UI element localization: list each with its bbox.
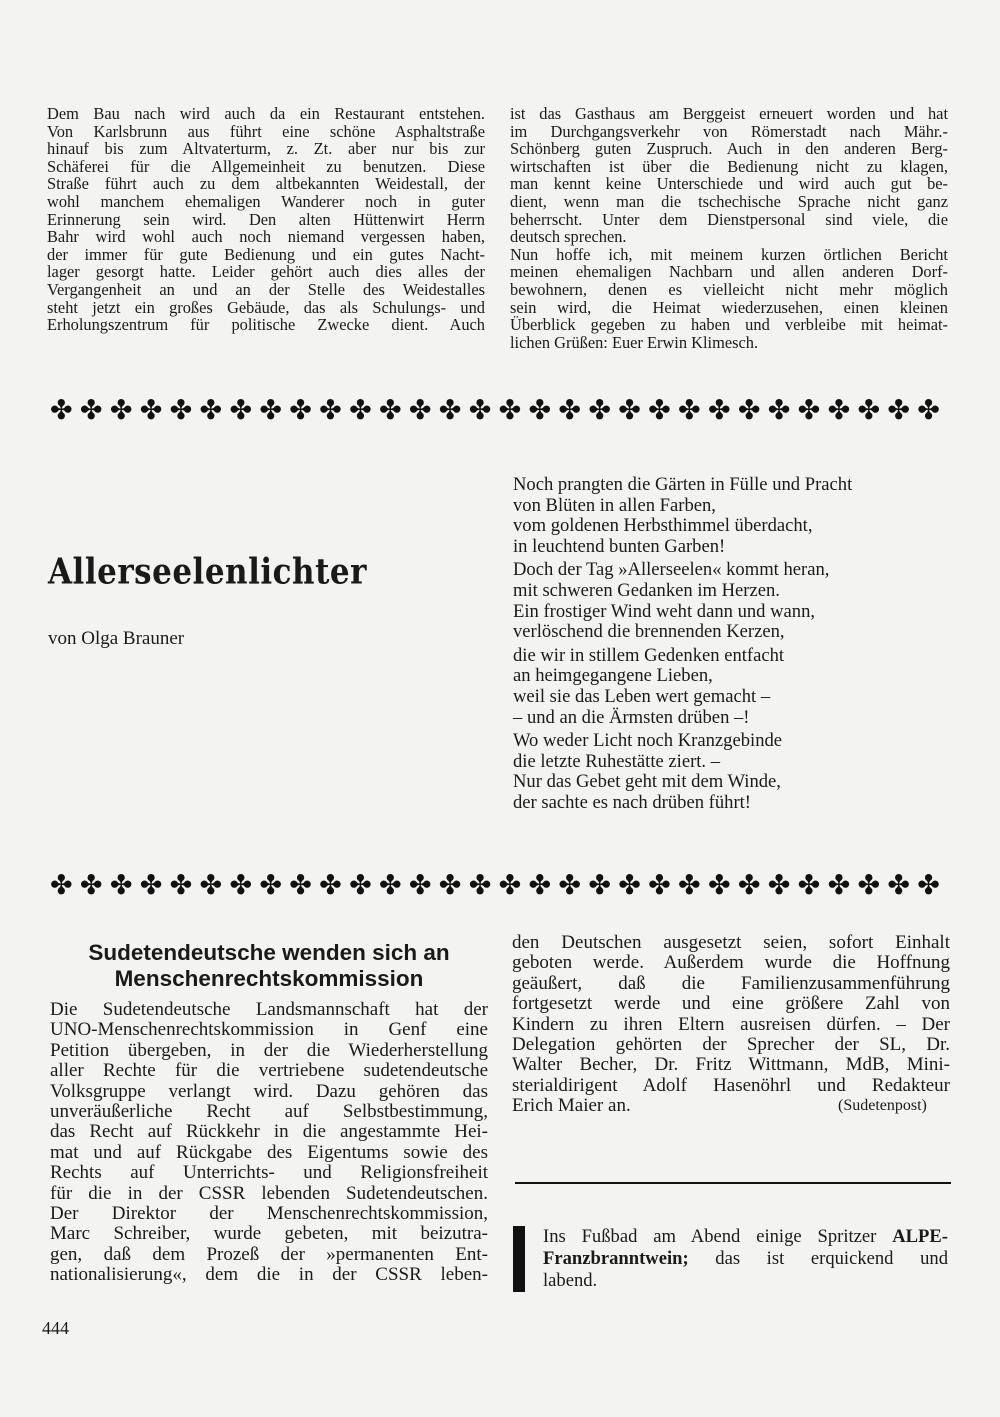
text-line: sein wird, die Heimat wiederzusehen, einen kleinen <box>510 297 948 317</box>
ornament-icon: ✤ <box>139 395 163 426</box>
ornament-icon: ✤ <box>169 395 193 426</box>
article2-right-column <box>512 933 950 1117</box>
text-line: Straße führt auch zu dem altbekannten Weidestall, der <box>47 174 485 194</box>
text-line: Schönberg guten Zuspruch. Auch in den anderen Berg- <box>510 139 948 159</box>
text-line: UNO-Menschenrechtskommission in Genf eine <box>50 1019 488 1041</box>
text-line: hinauf bis zum Altvaterturm, z. Zt. aber nur bis zur <box>47 139 485 159</box>
text-line: lichen Grüßen: Euer Erwin Klimesch. <box>510 332 759 352</box>
text-line: fortgesetzt werde und eine größere Zahl von <box>512 993 950 1015</box>
ornament-icon: ✤ <box>229 395 253 426</box>
text-line: man kennt keine Unterschiede und wird auch gut be- <box>510 174 948 194</box>
ornament-icon: ✤ <box>408 870 432 901</box>
horizontal-rule <box>515 1182 951 1184</box>
ornament-icon: ✤ <box>109 395 133 426</box>
poem-line: Doch der Tag »Allerseelen« kommt heran, <box>513 559 830 581</box>
ornament-icon: ✤ <box>827 395 851 426</box>
ornament-icon: ✤ <box>887 870 910 901</box>
ornament-icon: ✤ <box>349 395 372 426</box>
ornament-icon: ✤ <box>349 870 372 901</box>
poem-line: von Blüten in allen Farben, <box>513 494 716 516</box>
ornament-icon: ✤ <box>199 870 223 901</box>
ornament-icon: ✤ <box>648 870 671 901</box>
poem-author: von Olga Brauner <box>48 628 185 649</box>
ornament-icon: ✤ <box>917 870 940 901</box>
ornament-icon: ✤ <box>737 395 761 426</box>
poem-line: die letzte Ruhestätte ziert. – <box>513 750 721 772</box>
text-line: Kindern zu ihren Eltern ausreisen dürfen. – Der <box>512 1013 950 1035</box>
ornament-icon: ✤ <box>229 870 253 901</box>
text-line: Rechts auf Unterrichts- und Religionsfreiheit <box>50 1162 488 1184</box>
ornament-icon: ✤ <box>857 395 881 426</box>
text-line: Delegation gehörten der Sprecher der SL, Dr. <box>512 1033 950 1055</box>
ornament-icon: ✤ <box>558 870 582 901</box>
text-line: den Deutschen ausgesetzt seien, sofort Einhalt <box>512 932 950 953</box>
poem-line: der sachte es nach drüben führt! <box>513 791 751 813</box>
text-line: Walter Becher, Dr. Fritz Wittmann, MdB, Mini- <box>512 1054 950 1076</box>
ornament-icon: ✤ <box>468 870 492 901</box>
text-line: geäußert, daß die Familienzusammenführung <box>512 972 950 994</box>
ornament-icon: ✤ <box>857 870 881 901</box>
ornament-icon: ✤ <box>378 870 402 901</box>
poem-line: vom goldenen Herbsthimmel überdacht, <box>513 515 813 537</box>
ad-marker-bar <box>513 1226 525 1292</box>
ornament-icon: ✤ <box>648 395 671 426</box>
text-line: für die in der CSSR lebenden Sudetendeutschen. <box>50 1182 488 1204</box>
text-line: wirtschaften ist über die Bedienung nicht zu klagen, <box>510 156 948 176</box>
ornament-icon: ✤ <box>707 395 731 426</box>
ornament-icon: ✤ <box>498 395 522 426</box>
text-line: Erich Maier an. <box>512 1095 631 1117</box>
ornament-icon: ✤ <box>528 870 552 901</box>
page-number: 444 <box>42 1318 69 1338</box>
article1-right-column <box>510 105 948 351</box>
ornament-icon: ✤ <box>797 870 821 901</box>
ornament-icon: ✤ <box>169 870 193 901</box>
ornament-icon: ✤ <box>618 870 641 901</box>
text-line: gen, daß dem Prozeß der »permanenten Ent- <box>50 1243 488 1265</box>
ornament-icon: ✤ <box>678 870 701 901</box>
text-line: bewohnern, denen es vielleicht nicht mehr möglich <box>510 279 948 299</box>
ornament-icon: ✤ <box>79 395 103 426</box>
text-line: ist das Gasthaus am Berggeist erneuert worden und hat <box>510 104 948 123</box>
text-line: im Durchgangsverkehr von Römerstadt nach Mähr.- <box>510 121 948 141</box>
ornament-icon: ✤ <box>767 870 791 901</box>
ornament-icon: ✤ <box>79 870 103 901</box>
text-line: Schäferei für die Allgemeinheit zu benutzen. Diese <box>47 156 485 176</box>
ornament-icon: ✤ <box>319 395 342 426</box>
ornament-icon: ✤ <box>588 870 611 901</box>
poem-line: Noch prangten die Gärten in Fülle und Pracht <box>513 474 853 495</box>
text-line: der immer für gute Bedienung und ein gutes Nacht- <box>47 244 485 264</box>
ornament-icon: ✤ <box>438 870 462 901</box>
ornament-icon: ✤ <box>408 395 432 426</box>
text-line: Von Karlsbrunn aus führt eine schöne Asphaltstraße <box>47 121 485 141</box>
poem-line: in leuchtend bunten Garben! <box>513 535 726 557</box>
text-line: wohl manchem ehemaligen Wanderer noch in guter <box>47 191 485 211</box>
advertisement <box>543 1226 948 1291</box>
article2-headline <box>50 940 488 992</box>
poem-line: an heimgegangene Lieben, <box>513 665 713 687</box>
ornament-icon: ✤ <box>289 395 312 426</box>
ornament-icon: ✤ <box>438 395 462 426</box>
ornament-icon: ✤ <box>707 870 731 901</box>
poem-text <box>513 475 951 814</box>
text-line: Die Sudetendeutsche Landsmannschaft hat der <box>50 999 488 1020</box>
poem-line: Ein frostiger Wind weht dann und wann, <box>513 600 816 622</box>
ornament-icon: ✤ <box>199 395 223 426</box>
ornament-icon: ✤ <box>139 870 163 901</box>
text-line: Überblick gegeben zu haben und verbleibe mit heimat- <box>510 315 948 335</box>
poem-line: verlöschend die brennenden Kerzen, <box>513 621 785 643</box>
ornament-icon: ✤ <box>827 870 851 901</box>
text-line: mat und auf Rückgabe des Eigentums sowie des <box>50 1141 488 1163</box>
poem-line: mit schweren Gedanken im Herzen. <box>513 579 780 601</box>
text-line: sterialdirigent Adolf Hasenöhrl und Redakteur <box>512 1074 950 1096</box>
ornament-icon: ✤ <box>558 395 582 426</box>
text-line: Nun hoffe ich, mit meinem kurzen örtlichen Bericht <box>510 244 948 264</box>
article1-left-column <box>47 105 485 334</box>
text-line: lager gesorgt hatte. Leider gehört auch dies alles der <box>47 262 485 282</box>
text-line: unveräußerliche Recht auf Selbstbestimmung, <box>50 1100 488 1122</box>
article2-left-column <box>50 1000 488 1285</box>
text-line: Dem Bau nach wird auch da ein Restaurant entstehen. <box>47 104 485 123</box>
ornament-icon: ✤ <box>259 870 282 901</box>
ornament-icon: ✤ <box>917 395 940 426</box>
ad-line: Ins Fußbad am Abend einige Spritzer ALPE- <box>543 1226 948 1247</box>
ornament-icon: ✤ <box>50 870 73 901</box>
text-line: Marc Schreiber, wurde gebeten, mit beizutra- <box>50 1223 488 1245</box>
text-line: Erinnerung sein wird. Den alten Hüttenwirt Herrn <box>47 209 485 229</box>
headline-line: Menschenrechtskommission <box>114 966 424 991</box>
ornament-icon: ✤ <box>289 870 312 901</box>
ornament-icon: ✤ <box>797 395 821 426</box>
text-line: beherrscht. Unter dem Dienstpersonal sind viele, die <box>510 209 948 229</box>
ornament-icon: ✤ <box>109 870 133 901</box>
poem-line: Wo weder Licht noch Kranzgebinde <box>513 730 783 752</box>
text-line: steht jetzt ein großes Gebäude, das als Schulungs- und <box>47 297 485 317</box>
text-line: Bahr wird wohl auch noch niemand vergessen haben, <box>47 227 485 247</box>
ornament-icon: ✤ <box>50 395 73 426</box>
text-line: aller Rechte für die vertriebene sudetendeutsche <box>50 1060 488 1082</box>
ornament-icon: ✤ <box>528 395 552 426</box>
ornament-icon: ✤ <box>767 395 791 426</box>
poem-line: Nur das Gebet geht mit dem Winde, <box>513 771 781 793</box>
ornament-icon: ✤ <box>319 870 342 901</box>
article2-source: (Sudetenpost) <box>838 1097 927 1114</box>
text-line: Der Direktor der Menschenrechtskommission, <box>50 1202 488 1224</box>
ad-line: labend. <box>543 1269 598 1291</box>
ornament-icon: ✤ <box>737 870 761 901</box>
text-line: nationalisierung«, dem die in der CSSR leben- <box>50 1264 488 1286</box>
ornament-icon: ✤ <box>498 870 522 901</box>
text-line: meinen ehemaligen Nachbarn und allen anderen Dorf- <box>510 262 948 282</box>
poem-line: – und an die Ärmsten drüben –! <box>513 706 750 728</box>
text-line: dient, wenn man die tschechische Sprache nicht ganz <box>510 191 948 211</box>
text-line: Volksgruppe verlangt wird. Dazu gehören das <box>50 1080 488 1102</box>
text-line: Erholungszentrum für politische Zwecke dient. Auch <box>47 315 485 335</box>
ornament-icon: ✤ <box>618 395 641 426</box>
ad-line: Franzbranntwein; das ist erquickend und <box>543 1247 948 1269</box>
headline-line: Sudetendeutsche wenden sich an <box>88 940 450 965</box>
text-line: Vergangenheit an und an der Stelle des Weidestalles <box>47 279 485 299</box>
ornament-icon: ✤ <box>588 395 611 426</box>
ornament-divider-top <box>50 396 940 426</box>
ornament-icon: ✤ <box>887 395 910 426</box>
poem-line: die wir in stillem Gedenken entfacht <box>513 644 785 666</box>
ornament-icon: ✤ <box>259 395 282 426</box>
ornament-icon: ✤ <box>468 395 492 426</box>
ornament-icon: ✤ <box>678 395 701 426</box>
text-line: Petition übergeben, in der die Wiederherstellung <box>50 1039 488 1061</box>
text-line: geboten werde. Außerdem wurde die Hoffnung <box>512 952 950 974</box>
text-line: das Recht auf Rückkehr in die angestammte Hei- <box>50 1121 488 1143</box>
text-line: deutsch sprechen. <box>510 227 627 247</box>
poem-line: weil sie das Leben wert gemacht – <box>513 685 771 707</box>
poem-title: Allerseelenlichter <box>48 551 367 593</box>
ornament-divider-bottom <box>50 871 940 901</box>
ornament-icon: ✤ <box>378 395 402 426</box>
